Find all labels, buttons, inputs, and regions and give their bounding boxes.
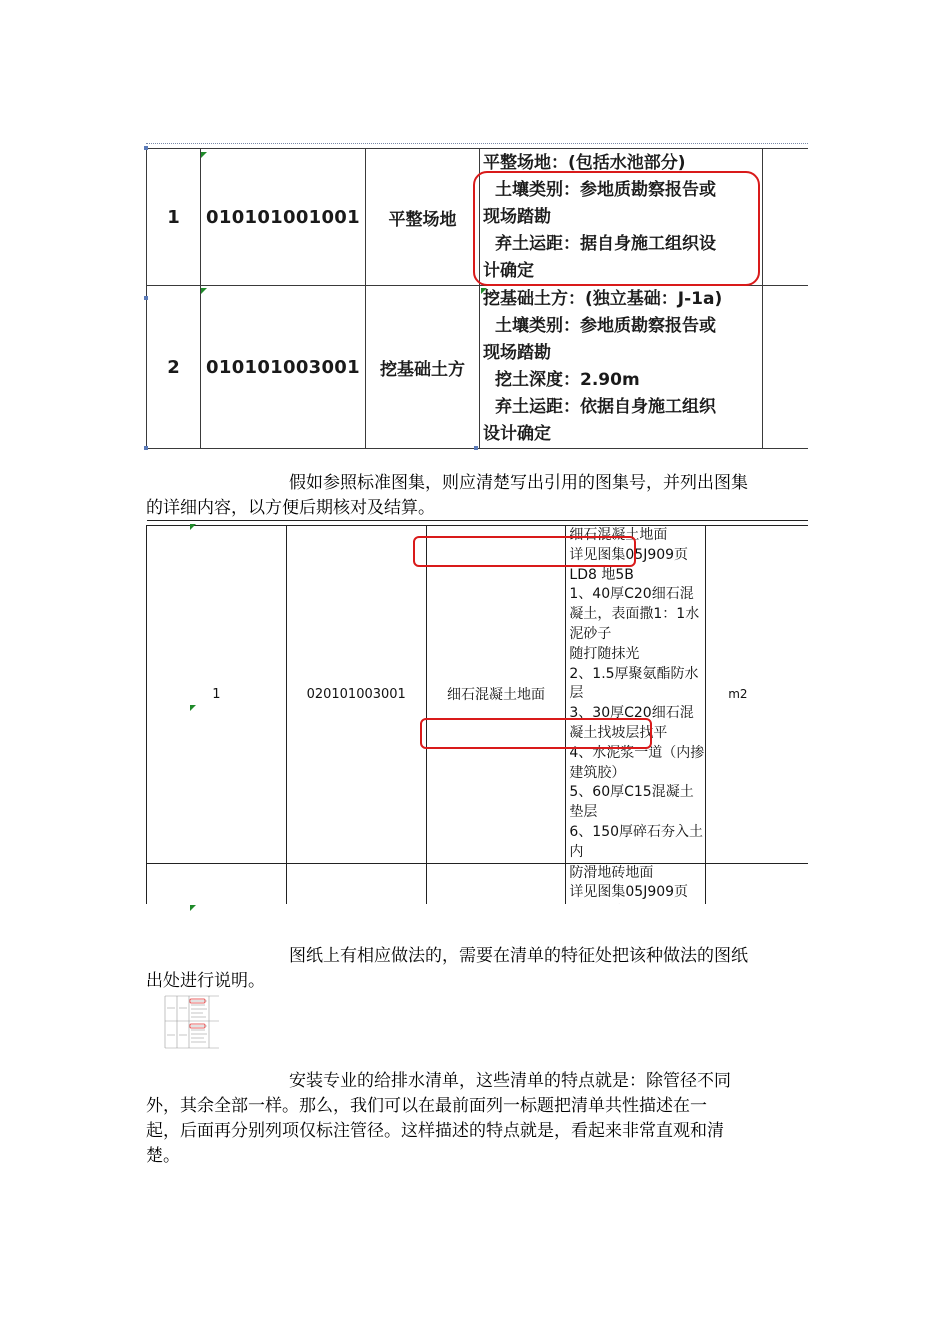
paragraph-line: 图纸上有相应做法的，需要在清单的特征处把该种做法的图纸 [289,946,748,966]
desc-line: 挖土深度：2.90m [495,370,640,390]
item-code: 010101001001 [201,149,366,286]
red-highlight-box [473,171,760,286]
desc-line: 详见图集05J909页LD8 地5B [569,546,689,583]
cell-marker [481,288,487,294]
desc-line: 详见图集05J909页 [569,884,689,901]
desc-line: 防滑地砖地面 [569,864,654,881]
row-number: 1 [147,149,201,286]
paragraph-line: 外，其余全部一样。那么，我们可以在最前面列一标题把清单共性描述在一 [146,1096,707,1116]
desc-line: 土壤类别：参地质勘察报告或 [495,179,716,200]
desc-line: 弃土运距：依据自身施工组织 [495,397,716,417]
red-highlight-box [413,536,636,567]
desc-line: 4、水泥浆一道（内掺建筑胶） [569,744,705,781]
selection-handle [144,296,148,300]
desc-line: 3、30厚C20细石混凝土找坡层找平 [569,705,694,741]
desc-line: 土壤类别：参地质勘察报告或 [495,316,716,336]
item-name: 平整场地 [366,149,480,286]
row-number: 2 [147,286,201,449]
desc-line: 6、150厚碎石夯入土内 [569,823,704,860]
desc-line: 随打随抹光 [569,645,640,662]
item-name: 细石混凝土地面 [426,526,566,864]
selection-handle [144,446,148,450]
cell-marker [190,705,196,711]
paragraph-line: 出处进行说明。 [146,971,265,991]
item-code: 010101003001 [201,286,366,449]
desc-line: 现场踏勘 [483,343,551,363]
paragraph-line: 安装专业的给排水清单，这些清单的特点就是：除管径不同 [289,1071,731,1091]
desc-line: 2、1.5厚聚氨酯防水层 [569,665,699,702]
paragraph-plumbing-list [146,1069,808,1169]
selection-handle [474,446,478,450]
item-description [480,286,763,449]
desc-line: 现场踏勘 [483,206,551,227]
paragraph-line: 起，后面再分别列项仅标注管径。这样描述的特点就是，看起来非常直观和清 [146,1121,724,1141]
table-thumbnail-image [163,993,221,1051]
cell-marker [201,288,207,294]
bill-table-flooring [146,520,808,904]
table-row [147,286,809,449]
selection-handle [144,146,148,150]
paragraph-line: 的详细内容，以方便后期核对及结算。 [146,498,435,518]
unit [763,149,809,286]
unit [763,286,809,449]
table-row [147,526,809,864]
item-code: 020101003001 [286,526,426,864]
cell-marker [190,524,196,530]
table1-top-dotted-border [146,143,808,144]
red-highlight-box [420,718,652,749]
table-row [147,863,809,904]
desc-line: 平整场地：(包括水池部分) [483,152,686,173]
desc-line: 挖基础土方：(独立基础：J-1a) [483,289,723,309]
unit [706,863,808,904]
paragraph-atlas-reference [146,471,808,521]
item-name [426,863,566,904]
item-name: 挖基础土方 [366,286,480,449]
item-description [566,526,706,864]
desc-line: 设计确定 [483,424,551,444]
unit: m2 [706,526,808,864]
desc-line: 1、40厚C20细石混凝土，表面撒1：1水泥砂子 [569,586,700,642]
paragraph-line: 楚。 [146,1146,180,1166]
row-number: 1 [147,526,287,864]
row-number [147,863,287,904]
desc-line: 5、60厚C15混凝土垫层 [569,784,694,821]
cell-marker [201,152,207,158]
item-description [566,863,706,904]
cell-marker [190,905,196,911]
desc-line: 弃土运距：据自身施工组织设 [495,233,716,254]
item-code [286,863,426,904]
paragraph-line: 假如参照标准图集，则应清楚写出引用的图集号，并列出图集 [289,473,748,493]
desc-line: 细石混凝土地面 [569,527,668,543]
desc-line: 计确定 [483,260,534,281]
paragraph-drawing-source [146,944,808,994]
